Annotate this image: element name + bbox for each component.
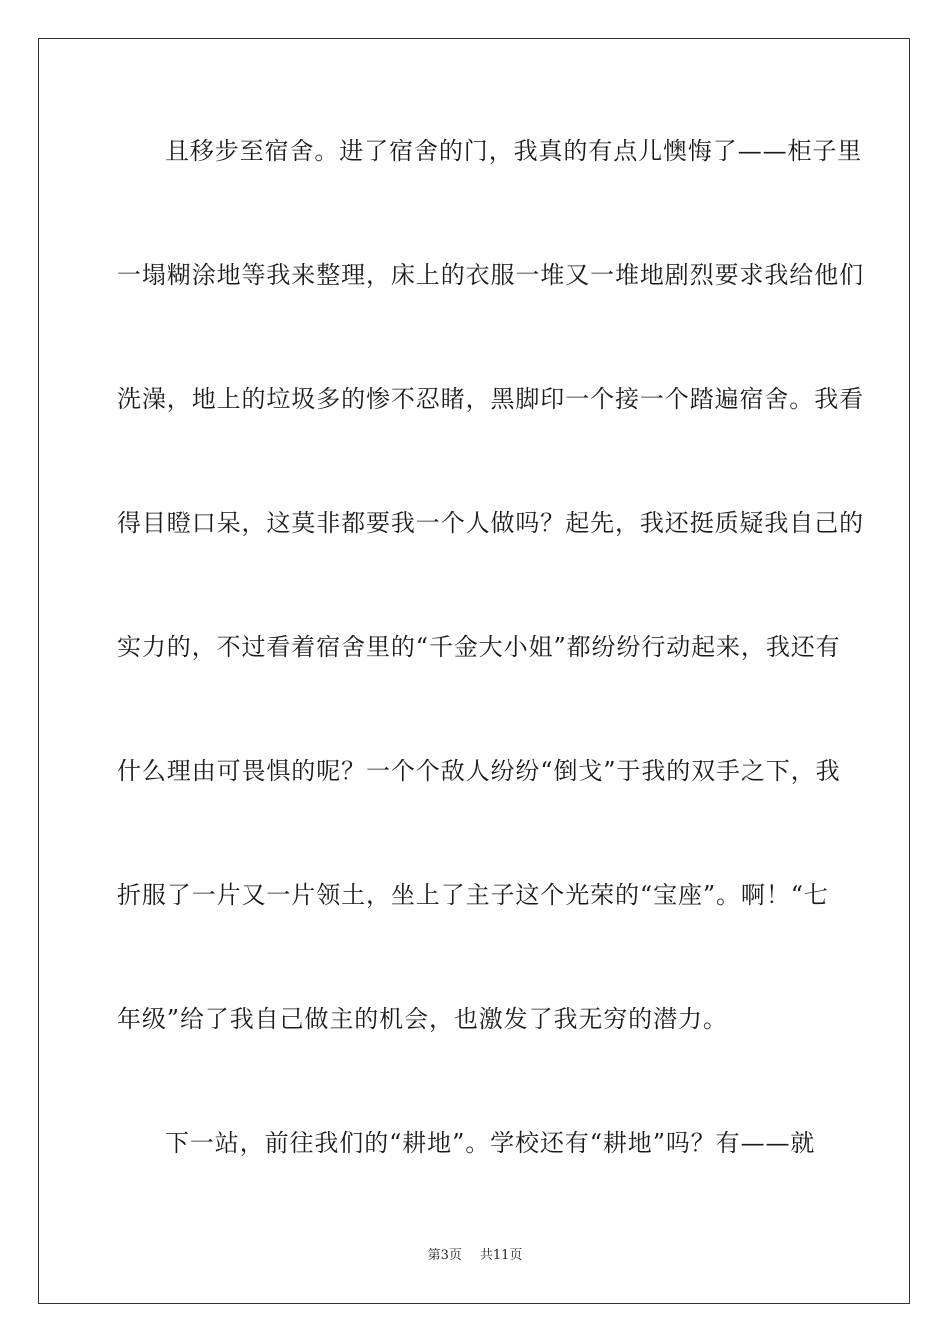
text-line: 折服了一片又一片领土，坐上了主子这个光荣的“宝座”。啊！“七 [117,881,829,909]
text-line: 且移步至宿舍。进了宿舍的门，我真的有点儿懊悔了——柜子里 [165,137,863,165]
page-total: 共11页 [479,1248,523,1263]
text-line: 年级”给了我自己做主的机会，也激发了我无穷的潜力。 [117,1005,728,1033]
text-line: 得目瞪口呆，这莫非都要我一个人做吗？起先，我还挺质疑我自己的 [117,509,864,537]
page-number: 第3页 [427,1248,462,1263]
text-line: 什么理由可畏惧的呢？一个个敌人纷纷“倒戈”于我的双手之下，我 [117,757,841,785]
page-footer [0,1247,950,1265]
page-border [38,38,910,1304]
text-line: 下一站，前往我们的“耕地”。学校还有“耕地”吗？有——就 [165,1129,816,1157]
text-line: 实力的，不过看着宿舍里的“千金大小姐”都纷纷行动起来，我还有 [117,633,841,661]
text-line: 洗澡，地上的垃圾多的惨不忍睹，黑脚印一个接一个踏遍宿舍。我看 [117,385,864,413]
text-line: 一塌糊涂地等我来整理，床上的衣服一堆又一堆地剧烈要求我给他们 [117,261,864,289]
